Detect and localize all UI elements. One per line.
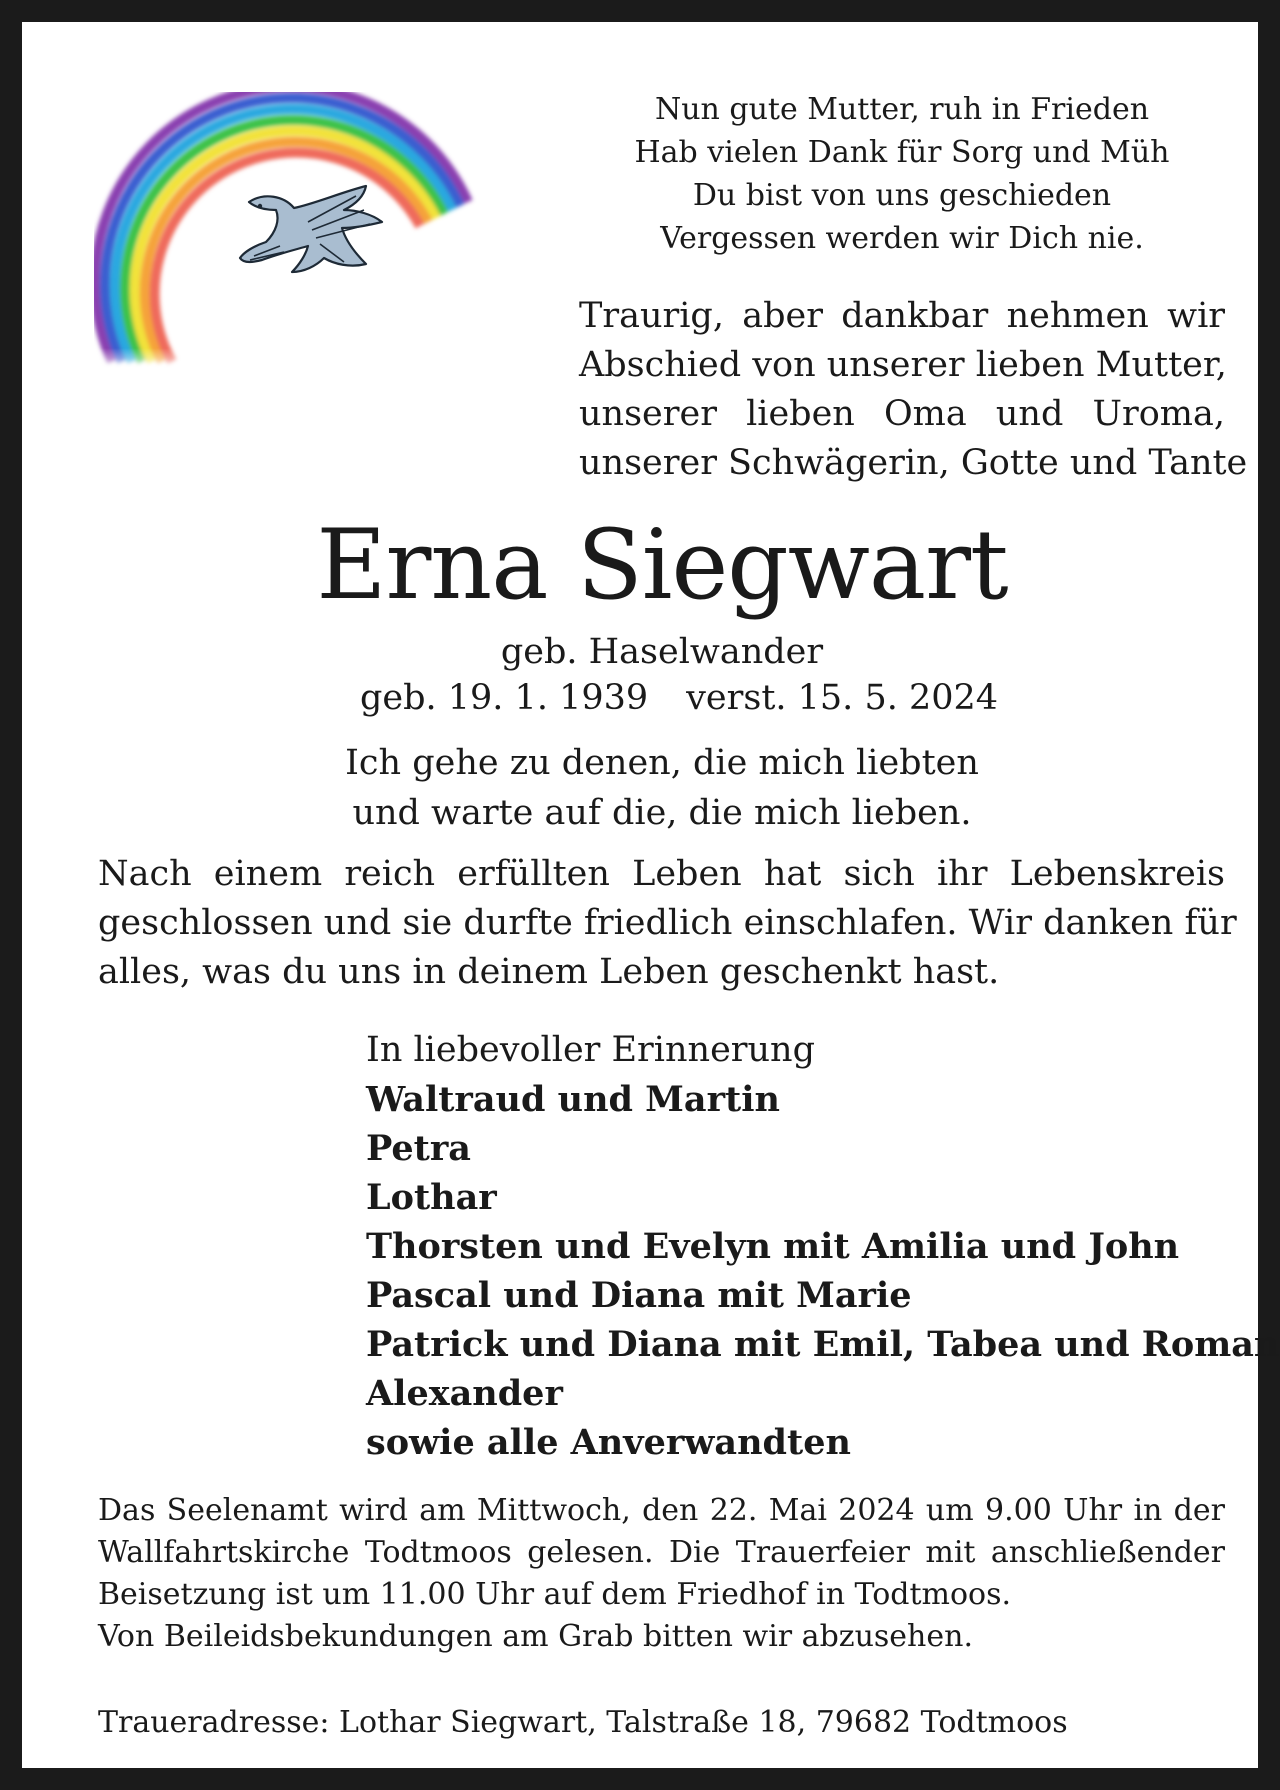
mourner-name: Alexander <box>366 1373 563 1414</box>
poem-line: Du bist von uns geschieden <box>692 178 1112 213</box>
intro-line: Traurig, aber dankbar nehmen wir <box>579 296 1225 336</box>
poem-line: Hab vielen Dank für Sorg und Müh <box>634 135 1170 170</box>
rainbow-icon <box>94 92 534 372</box>
birth-date: geb. 19. 1. 1939 <box>360 678 649 718</box>
maiden-name: geb. Haselwander <box>500 632 824 672</box>
dove-icon <box>240 186 382 272</box>
mourner-name: Pascal und Diana mit Marie <box>366 1275 912 1316</box>
mourner-name: Waltraud und Martin <box>366 1079 780 1120</box>
poem-line: Nun gute Mutter, ruh in Frieden <box>654 92 1150 127</box>
intro-line: Abschied von unserer lieben Mutter, <box>579 345 1227 385</box>
life-dates <box>360 674 998 722</box>
service-line: Von Beileidsbekundungen am Grab bitten wir abzusehen. <box>98 1619 973 1654</box>
mourning-address: Traueradresse: Lothar Siegwart, Talstraße 18, 79682 Todtmoos <box>98 1705 1068 1740</box>
service-info <box>98 1490 1225 1658</box>
mourners-list <box>366 1026 1279 1467</box>
intro-line: unserer Schwägerin, Gotte und Tante <box>579 443 1248 483</box>
quote-line: und warte auf die, die mich lieben. <box>352 793 972 833</box>
mourner-name: Lothar <box>366 1177 497 1218</box>
mourner-name: sowie alle Anverwandten <box>366 1422 851 1463</box>
deceased-name: Erna Siegwart <box>316 509 1008 621</box>
service-line: Beisetzung ist um 11.00 Uhr auf dem Friedhof in Todtmoos. <box>98 1577 1012 1612</box>
quote <box>22 738 1280 838</box>
service-line: Das Seelenamt wird am Mittwoch, den 22. Mai 2024 um 9.00 Uhr in der <box>98 1493 1225 1528</box>
intro-text <box>579 292 1248 488</box>
body-text <box>98 850 1237 997</box>
poem <box>582 88 1222 260</box>
mourner-name: Thorsten und Evelyn mit Amilia und John <box>366 1226 1180 1267</box>
poem-line: Vergessen werden wir Dich nie. <box>660 221 1144 256</box>
intro-line: unserer lieben Oma und Uroma, <box>579 394 1225 434</box>
body-line: Nach einem reich erfüllten Leben hat sich ihr Lebenskreis <box>98 854 1225 894</box>
body-line: geschlossen und sie durfte friedlich einschlafen. Wir danken für <box>98 903 1237 943</box>
quote-line: Ich gehe zu denen, die mich liebten <box>345 743 979 783</box>
service-line: Wallfahrtskirche Todtmoos gelesen. Die Trauerfeier mit anschließender <box>98 1535 1225 1570</box>
mourners-heading: In liebevoller Erinnerung <box>366 1030 816 1070</box>
body-line: alles, was du uns in deinem Leben geschenkt hast. <box>98 952 1000 992</box>
mourner-name: Petra <box>366 1128 471 1169</box>
death-date: verst. 15. 5. 2024 <box>686 678 999 718</box>
mourner-name: Patrick und Diana mit Emil, Tabea und Roman <box>366 1324 1280 1365</box>
